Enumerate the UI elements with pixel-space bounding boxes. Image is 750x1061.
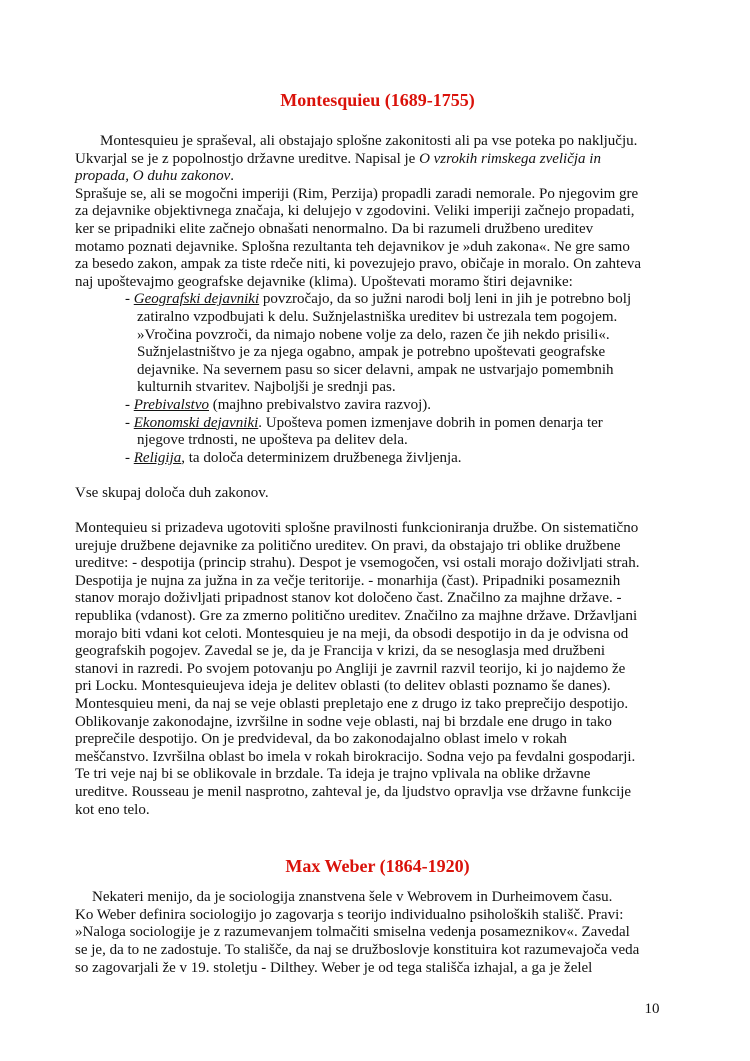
text-line <box>75 907 680 925</box>
text-run: Nekateri menijo, da je sociologija znanstvena šele v Webrovem in Durheimovem času. <box>92 889 613 906</box>
text-run: Sprašuje se, ali se mogočni imperiji (Rim, Perzija) propadli zaradi nemorale. Po njegovim gre <box>75 185 639 202</box>
text-run: Montequieu si prizadeva ugotoviti splošne pravilnosti funkcioniranja družbe. On sistematično <box>75 520 639 537</box>
text-run: stanovi in razredi. Po svojem potovanju po Angliji je zavrnil razvil teorijo, ki jo najdemo že <box>75 660 626 677</box>
text-line <box>75 397 680 415</box>
text-run: kot eno telo. <box>75 801 150 818</box>
underlined-term: Geografski dejavniki <box>133 291 260 308</box>
text-run: za dejavnike objektivnega značaja, ki delujejo v zgodovini. Veliki imperiji začnejo propadati, <box>75 203 635 220</box>
text-line <box>75 643 680 661</box>
text-line <box>75 924 680 942</box>
text-run: propada, O duhu zakonov <box>75 168 231 185</box>
text-line <box>75 450 680 468</box>
text-run: Ko Weber definira sociologijo jo zagovarja s teorijo individualno psiholoških stališč. Pravi: <box>75 906 624 923</box>
text-line <box>75 714 680 732</box>
text-line <box>75 538 680 556</box>
text-run: ureditve: - despotija (princip strahu). Despot je vsemogočen, vsi ostali morajo doživljati strah. <box>75 555 640 572</box>
text-run: naj upoštevajmo geografske dejavnike (klima). Upoštevati moramo štiri dejavnike: <box>75 273 573 290</box>
text-line <box>75 221 680 239</box>
text-run: - <box>125 449 134 466</box>
text-line <box>75 309 680 327</box>
text-line <box>75 749 680 767</box>
section-heading: Max Weber (1864-1920) <box>285 856 470 877</box>
page-number: 10 <box>644 1001 660 1017</box>
text-run: republika (vdanost). Gre za zmerno politično ureditev. Značilno za majhne države. Državljani <box>75 608 638 625</box>
text-line <box>75 960 680 978</box>
text-run: Sužnjelastništvo je za njega ogabno, ampak je potrebno upoštevati geografske <box>137 344 606 361</box>
text-line <box>75 415 680 433</box>
underlined-term: Prebivalstvo <box>133 396 210 413</box>
text-line <box>75 274 680 292</box>
text-line <box>75 942 680 960</box>
text-line <box>75 379 680 397</box>
text-run: morajo biti vdani kot celoti. Montesquieu je na meji, da obsodi despotijo in da je odvisna od <box>75 625 629 642</box>
text-run: - <box>125 414 134 431</box>
text-run: meščanstvo. Izvršilna oblast bo imela v rokah birokracijo. Sodna vejo pa fevdalni gospodarji. <box>75 748 636 765</box>
text-run: geografskih pogojev. Zavedal se je, da je Francija v krizi, da se nesoglasja med družbeni <box>75 643 606 660</box>
text-run: povzročajo, da so južni narodi bolj leni in jih je potrebno bolj <box>259 291 632 308</box>
text-run: Oblikovanje zakonodajne, izvršilne in sodne veje oblasti, naj bi brzdale ene drugo in tako <box>75 713 612 730</box>
text-line <box>75 168 680 186</box>
section-heading: Montesquieu (1689-1755) <box>280 90 475 110</box>
text-run: urejuje družbene dejavnike za politično ureditev. On pravi, da obstajajo tri oblike družbene <box>75 537 621 554</box>
text-run: dejavnike. Na severnem pasu so sicer delavni, ampak ne ustvarjajo pomembnih <box>137 361 614 378</box>
text-run: ureditve. Rousseau je menil nasprotno, zahteval je, da ljudstvo opravlja vse državne funkcije <box>75 783 632 800</box>
text-run: kulturnih stvaritev. Najboljši je srednji pas. <box>137 379 396 396</box>
text-line <box>75 485 680 503</box>
text-line <box>75 608 680 626</box>
text-line <box>75 661 680 679</box>
text-run: . <box>230 168 235 185</box>
text-line <box>75 239 680 257</box>
text-run: »Vročina povzroči, da nimajo nobene volje za delo, razen če jih nekdo prisili«. <box>137 326 610 343</box>
text-line <box>75 133 680 151</box>
text-run: za besedo zakon, ampak za tiste rdeče niti, ki povezujejo pravo, običaje in moralo. On zahteva <box>75 256 642 273</box>
text-run: Montesquieu je spraševal, ali obstajajo splošne zakonitosti ali pa vse poteka po naključju. <box>100 133 638 149</box>
text-line <box>75 291 680 309</box>
text-line <box>75 520 680 538</box>
text-run: , ta določa determinizem družbenega življenja. <box>181 449 462 466</box>
text-run: motamo poznati dejavnike. Splošna rezultanta teh dejavnikov je »duh zakona«. Ne gre samo <box>75 238 630 255</box>
text-line <box>75 256 680 274</box>
text-line <box>75 432 680 450</box>
text-run: ker se pripadniki elite začnejo obnašati nenormalno. Da bi razumeli družbeno ureditev <box>75 220 594 237</box>
text-run: - <box>125 291 134 308</box>
text-run: »Naloga sociologije je z razumevanjem tolmačiti smiselna vedenja posameznikov«. Zavedal <box>75 924 630 941</box>
text-line <box>75 626 680 644</box>
text-line <box>75 731 680 749</box>
text-line <box>75 766 680 784</box>
underlined-term: Religija <box>133 449 182 466</box>
text-line <box>75 186 680 204</box>
text-line <box>75 203 680 221</box>
text-line <box>75 802 680 820</box>
text-line <box>75 344 680 362</box>
text-run: preprečile despotijo. On je predvideval, da bo zakonodajalno oblast imelo v rokah <box>75 731 567 748</box>
text-run: so zagovarjali že v 19. stoletju - Dilthey. Weber je od tega stališča izhajal, a ga je želel <box>75 959 593 976</box>
text-run: se je, da to ne zadostuje. To stališče, da naj se družboslovje konstituira kot razumevajoča veda <box>75 941 640 958</box>
text-run: stanov morajo doživljati pripadnost stanov kot določeno čast. Značilno za majhne države. - <box>75 590 622 607</box>
text-run: Vse skupaj določa duh zakonov. <box>75 484 269 501</box>
document-content <box>75 90 680 977</box>
text-run: O vzrokih rimskega zveličja in <box>419 150 601 167</box>
text-run: (majhno prebivalstvo zavira razvoj). <box>209 396 432 413</box>
text-run: Montesquieu meni, da naj se veje oblasti prepletajo ene z drugo iz tako preprečijo despotijo. <box>75 696 629 712</box>
text-run: pri Locku. Montesquieujeva ideja je delitev oblasti (to delitev oblasti poznamo še danes). <box>75 678 611 695</box>
text-run: Ukvarjal se je z popolnostjo državne ureditve. Napisal je <box>75 150 420 167</box>
blank-line <box>75 467 680 485</box>
text-line <box>75 590 680 608</box>
text-line <box>75 573 680 591</box>
text-run: . Upošteva pomen izmenjave dobrih in pomen denarja ter <box>258 414 603 431</box>
text-line <box>75 362 680 380</box>
blank-line <box>75 502 680 520</box>
underlined-term: Ekonomski dejavniki <box>133 414 259 431</box>
text-line <box>75 555 680 573</box>
text-run: Te tri veje naj bi se oblikovale in brzdale. Ta ideja je trajno vplivala na oblike državne <box>75 766 591 783</box>
text-run: - <box>125 396 134 413</box>
text-line <box>75 327 680 345</box>
text-line <box>75 889 680 907</box>
text-line <box>75 151 680 169</box>
text-line <box>75 784 680 802</box>
text-line <box>75 678 680 696</box>
text-run: Despotija je nujna za južna in za večje teritorije. - monarhija (čast). Pripadniki posameznih <box>75 572 621 589</box>
text-run: njegove trdnosti, ne upošteva pa delitev dela. <box>137 432 408 449</box>
text-line <box>75 696 680 714</box>
text-run: zatiralno vzpodbujati k delu. Sužnjelastniška ureditev bi ustrezala tem pogojem. <box>137 308 618 325</box>
